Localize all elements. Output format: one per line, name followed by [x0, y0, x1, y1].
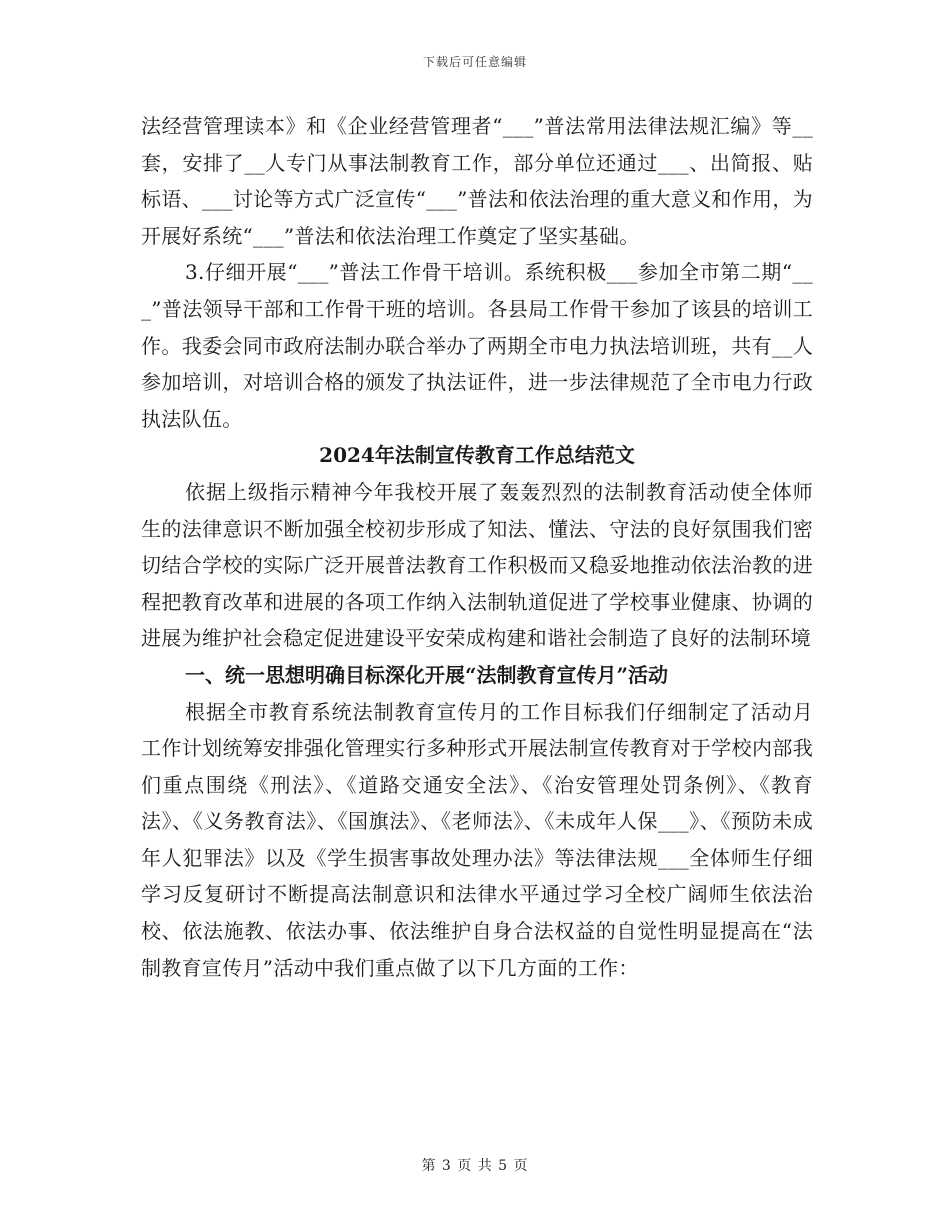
paragraph-section-1: 根据全市教育系统法制教育宣传月的工作目标我们仔细制定了活动月工作计划统筹安排强化管理实行多种形式开展法制宣传教育对于学校内部我们重点围绕《刑法》、《道路交通安全法》、《治安管理处罚条例》、《教育法》、《义务教育法》、《国旗法》、《老师法》、《未成年人保___》、《预防未成年人犯罪法》以及《学生损害事故处理办法》等法律法规___全体师生仔细学习反复研讨不断提高法制意识和法律水平通过学习全校广阔师生依法治校、依法施教、依法办事、依法维护自身合法权益的自觉性明显提高在“法制教育宣传月”活动中我们重点做了以下几方面的工作： [141, 699, 813, 980]
header-note: 下载后可任意编辑 [422, 55, 527, 69]
document-body [141, 108, 813, 986]
page-number: 第 3 页 共 5 页 [421, 1158, 529, 1174]
section-heading-1: 一、统一思想明确目标深化开展“法制教育宣传月”活动 [185, 662, 669, 687]
paragraph-continued: 法经营管理读本》和《企业经营管理者“___”普法常用法律法规汇编》等__套，安排了__人专门从事法制教育工作，部分单位还通过___、出简报、贴标语、___讨论等方式广泛宣传“___”普法和依法治理的重大意义和作用，为开展好系统“___”普法和依法治理工作奠定了坚实基础。 [141, 114, 813, 248]
paragraph-training: 3.仔细开展“___”普法工作骨干培训。系统积极___参加全市第二期“___”普法领导干部和工作骨干班的培训。各县局工作骨干参加了该县的培训工作。我委会同市政府法制办联合举办了两期全市电力执法培训班，共有__人参加培训，对培训合格的颁发了执法证件，进一步法律规范了全市电力行政执法队伍。 [141, 260, 813, 431]
document-title: 2024年法制宣传教育工作总结范文 [319, 443, 635, 468]
paragraph-intro: 依据上级指示精神今年我校开展了轰轰烈烈的法制教育活动使全体师生的法律意识不断加强全校初步形成了知法、懂法、守法的良好氛围我们密切结合学校的实际广泛开展普法教育工作积极而又稳妥地推动依法治教的进程把教育改革和进展的各项工作纳入法制轨道促进了学校事业健康、协调的进展为维护社会稳定促进建设平安荣成构建和谐社会制造了良好的法制环境 [141, 479, 813, 651]
